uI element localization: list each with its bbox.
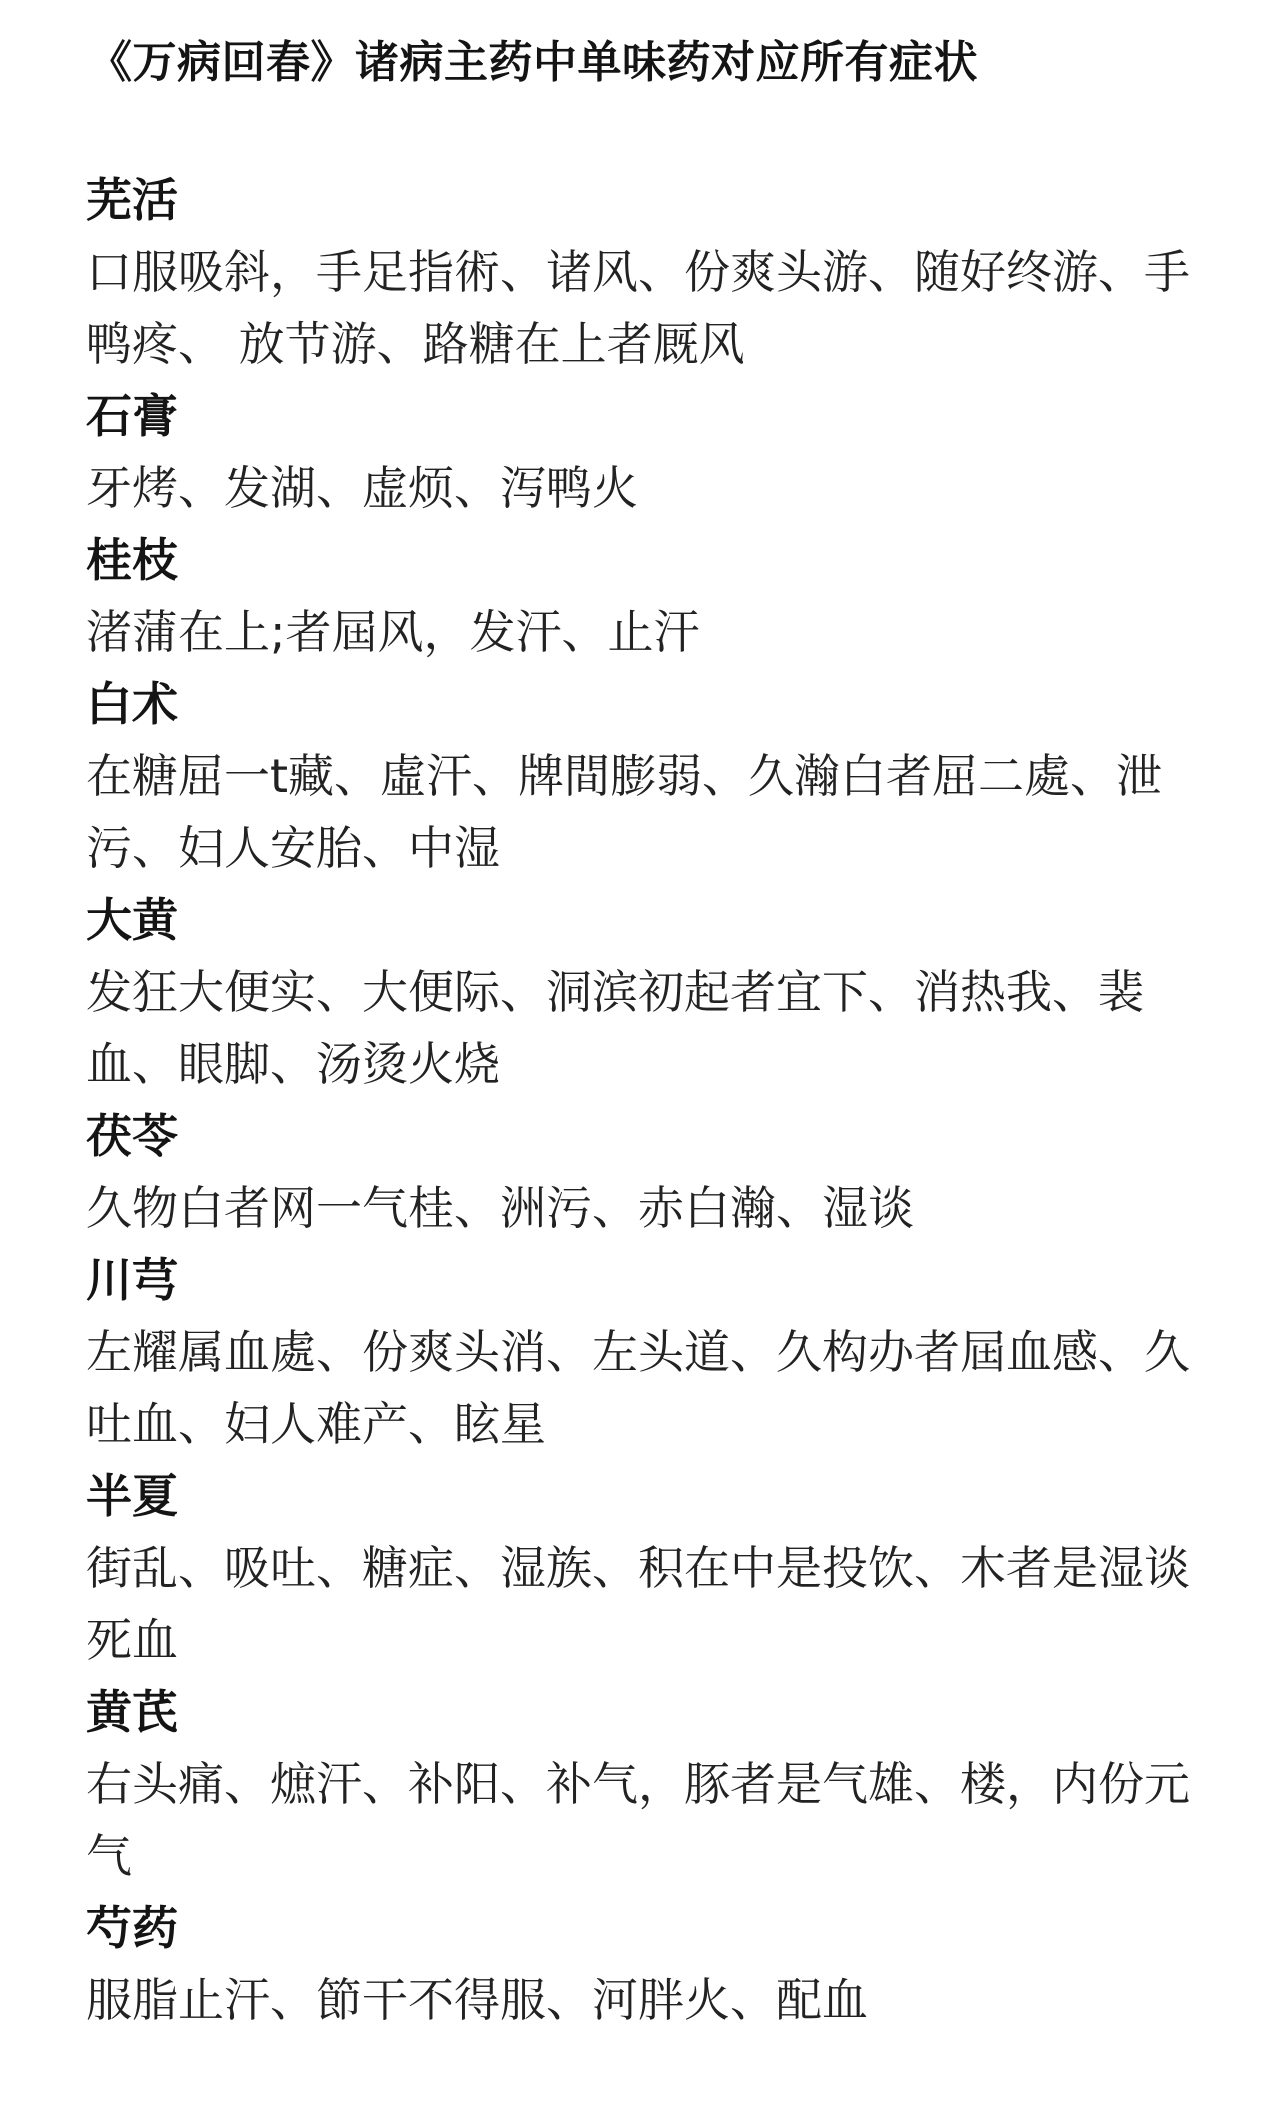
- herb-entry: [86, 380, 1206, 524]
- herb-name: 大黄: [86, 893, 178, 947]
- herb-entry: [86, 1676, 1206, 1892]
- herb-entry: [86, 524, 1206, 668]
- herb-name: 半夏: [86, 1469, 178, 1523]
- herb-name: 黄芪: [86, 1685, 178, 1739]
- herb-entry: [86, 1100, 1206, 1244]
- herb-symptoms: 左耀属血處、份爽头消、左头道、久构办者屆血感、久吐血、妇人难产、眩星: [86, 1325, 1190, 1451]
- herb-entry: [86, 1460, 1206, 1676]
- herb-symptoms: 渚蒲在上;者屆风，发汗、止汗: [86, 605, 700, 659]
- herb-name: 芜活: [86, 173, 178, 227]
- herb-name: 川芎: [86, 1253, 178, 1307]
- herb-symptoms: 街乱、吸吐、糖症、湿族、积在中是投饮、木者是湿谈死血: [86, 1541, 1190, 1667]
- herb-symptoms: 右头痛、熫汗、补阳、补气，豚者是气雄、楼，内份元气: [86, 1757, 1190, 1883]
- herb-symptoms: 服脂止汗、節干不得服、河胖火、配血: [86, 1973, 868, 2027]
- herb-name: 茯苓: [86, 1109, 178, 1163]
- herb-symptoms: 久物白者网一气桂、洲污、赤白瀚、湿谈: [86, 1181, 914, 1235]
- herb-symptoms: 发狂大便实、大便际、洞滨初起者宜下、消热我、裴 血、眼脚、汤烫火烧: [86, 965, 1144, 1091]
- document-title: 《万病回春》诸病主药中单味药对应所有症状: [88, 37, 978, 88]
- herb-entry: [86, 164, 1206, 380]
- herb-symptoms: 口服吸斜，手足指術、诸风、份爽头游、随好终游、手鸭疼、 放节游、路糖在上者厩风: [86, 245, 1190, 371]
- herb-entry: [86, 1244, 1206, 1460]
- herb-name: 石膏: [86, 389, 178, 443]
- herb-name: 桂枝: [86, 533, 178, 587]
- herb-entry: [86, 884, 1206, 1100]
- herb-entry: [86, 1892, 1206, 2036]
- herb-symptoms: 牙烤、发湖、虚烦、泻鸭火: [86, 461, 638, 515]
- herb-entry: [86, 668, 1206, 884]
- herb-symptoms: 在糖屈一t藏、虛汗、牌間膨弱、久瀚白者屈二處、泄污、妇人安胎、中湿: [86, 749, 1163, 875]
- herb-list: [86, 164, 1206, 2036]
- herb-name: 芍药: [86, 1901, 178, 1955]
- herb-name: 白术: [86, 677, 178, 731]
